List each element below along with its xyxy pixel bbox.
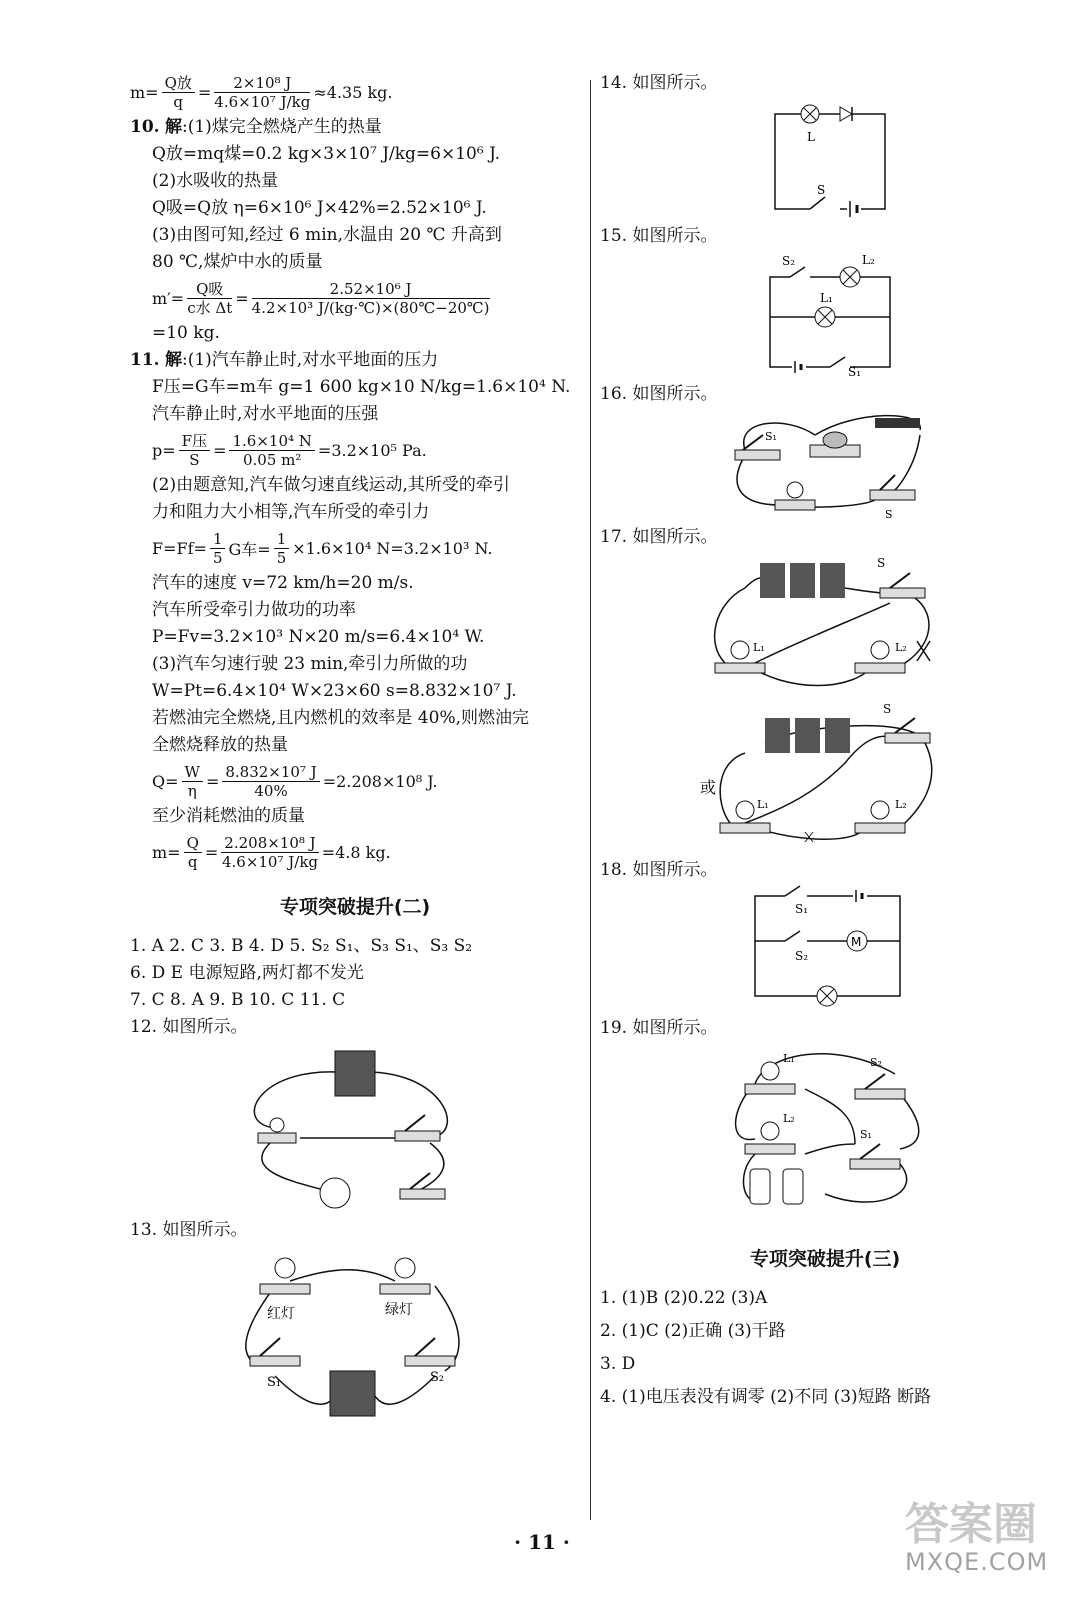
switch-icon	[400, 1189, 445, 1199]
q19-label: 19. 如图所示。	[600, 1018, 718, 1038]
q10-line: 80 ℃,煤炉中水的质量	[152, 252, 323, 272]
q11-line: F压=G车=m车 g=1 600 kg×10 N/kg=1.6×10⁴ N.	[152, 377, 571, 397]
battery-icon	[765, 718, 790, 753]
q11-line: 汽车的速度 v=72 km/h=20 m/s.	[152, 573, 414, 593]
switch-label: S	[817, 183, 826, 197]
switch-icon	[880, 588, 925, 598]
q16-circuit-figure	[725, 410, 925, 520]
battery-icon	[875, 418, 920, 428]
q10-line: (2)水吸收的热量	[152, 171, 279, 191]
switch-icon	[250, 1356, 300, 1366]
watermark-url: MXQE.COM	[905, 1548, 1049, 1576]
l2-label: L₂	[862, 253, 875, 267]
answer-4: 4. (1)电压表没有调零 (2)不同 (3)短路 断路	[600, 1387, 932, 1407]
bulb-icon	[275, 1258, 295, 1278]
q13-circuit-figure	[235, 1246, 475, 1421]
diode-icon	[840, 107, 852, 121]
watermark-logo: 答案圈	[905, 1499, 1037, 1550]
q11-line: 汽车静止时,对水平地面的压强	[152, 404, 379, 424]
s2-label: S₂	[430, 1370, 445, 1385]
l2-label: L₂	[783, 1112, 795, 1125]
l2-label: L₂	[895, 798, 907, 811]
s2-label: S₂	[870, 1056, 882, 1069]
page-number: · 11 ·	[514, 1530, 570, 1554]
bulb-icon	[871, 801, 889, 819]
q11-line: 力和阻力大小相等,汽车所受的牵引力	[152, 502, 430, 522]
red-lamp-label: 红灯	[267, 1306, 295, 1322]
bulb-base-icon	[258, 1133, 296, 1143]
q12-circuit-figure	[240, 1043, 470, 1213]
answer-3: 3. D	[600, 1354, 636, 1374]
switch-icon	[735, 450, 780, 460]
switch-icon	[885, 733, 930, 743]
q15-label: 15. 如图所示。	[600, 226, 718, 246]
q13-label: 13. 如图所示。	[130, 1220, 248, 1240]
q11-equation-force: F=Ff= $\frac{1}{5}$ G车= $\frac{1}{5}$ ×1.6×10⁴ N=3.2×10³ N.	[152, 529, 493, 567]
q11-line: 若燃油完全燃烧,且内燃机的效率是 40%,则燃油完	[152, 708, 529, 728]
s1-label: S₁	[848, 365, 862, 379]
s-label: S	[877, 556, 886, 570]
q10-line: Q放=mq煤=0.2 kg×3×10⁷ J/kg=6×10⁶ J.	[152, 144, 500, 164]
bulb-icon	[270, 1118, 284, 1132]
switch-icon	[855, 1089, 905, 1099]
q16-label: 16. 如图所示。	[600, 384, 718, 404]
section-heading-3: 专项突破提升(三)	[749, 1248, 901, 1270]
l1-label: L₁	[757, 798, 769, 811]
or-label: 或	[700, 778, 717, 797]
q14-label: 14. 如图所示。	[600, 73, 718, 93]
answers-7-11: 7. C 8. A 9. B 10. C 11. C	[130, 990, 346, 1010]
bulb-icon	[761, 1062, 779, 1080]
q11-line: P=Fv=3.2×10³ N×20 m/s=6.4×10⁴ W.	[152, 627, 485, 647]
q10-line: Q吸=Q放 η=6×10⁶ J×42%=2.52×10⁶ J.	[152, 198, 487, 218]
q18-circuit-diagram	[745, 886, 905, 1011]
q11-equation-pressure: p= $\frac{\text{F压}}{S}$ = $\frac{\text{1.6×10⁴ N}}{\text{0.05 m²}}$ =3.2×10⁵ Pa.	[152, 431, 427, 469]
answer-6: 6. D E 电源短路,两灯都不发光	[130, 963, 364, 983]
lamp-label: L	[807, 130, 815, 144]
q10-line: (3)由图可知,经过 6 min,水温由 20 ℃ 升高到	[152, 225, 502, 245]
bulb-icon	[731, 641, 749, 659]
s-label: S	[883, 702, 892, 716]
green-lamp-label: 绿灯	[385, 1302, 413, 1318]
q19-circuit-figure	[725, 1044, 925, 1214]
bulb-icon	[787, 482, 803, 498]
bell-icon	[320, 1178, 350, 1208]
s1-label: S₁	[860, 1128, 872, 1141]
switch-icon	[405, 1356, 455, 1366]
left-column	[130, 70, 580, 1425]
right-column	[600, 70, 1050, 1411]
answers-1-5: 1. A 2. C 3. B 4. D 5. S₂ S₁、S₃ S₁、S₃ S₂	[130, 936, 473, 956]
switch-icon	[850, 1159, 900, 1169]
motor-label: M	[851, 935, 862, 949]
s2-label: S₂	[795, 949, 809, 963]
q10-equation: m′= $\frac{\text{Q吸}}{\text{c水 Δt}}$ = $\frac{\text{2.52×10⁶ J}}{\text{4.2×10³ J/(kg·℃)×(80℃−20℃)}}$	[152, 279, 490, 317]
q10-intro: 10. 解:(1)煤完全燃烧产生的热量	[130, 117, 382, 137]
q12-label: 12. 如图所示。	[130, 1017, 248, 1037]
q11-line: 汽车所受牵引力做功的功率	[152, 600, 356, 620]
battery-icon	[750, 1169, 770, 1204]
q17-circuit-figures	[700, 553, 945, 853]
section-heading-2: 专项突破提升(二)	[279, 896, 431, 918]
equation-m1: m= $\frac{\text{Q放}}{q}$ = $\frac{\text{2×10⁸ J}}{\text{4.6×10⁷ J/kg}}$ ≈4.35 kg.	[130, 73, 393, 111]
bulb-icon	[871, 641, 889, 659]
bulb-icon	[395, 1258, 415, 1278]
l1-label: L₁	[783, 1052, 795, 1065]
answer-1: 1. (1)B (2)0.22 (3)A	[600, 1288, 768, 1308]
q10-line: =10 kg.	[152, 323, 220, 343]
q11-line: (3)汽车匀速行驶 23 min,牵引力所做的功	[152, 654, 468, 674]
s1-label: S₁	[267, 1375, 282, 1390]
s1-label: S₁	[795, 902, 809, 916]
l1-label: L₁	[753, 641, 765, 654]
q11-equation-mass: m= $\frac{Q}{q}$ = $\frac{\text{2.208×10⁸ J}}{\text{4.6×10⁷ J/kg}}$ =4.8 kg.	[152, 833, 391, 871]
bulb-icon	[736, 801, 754, 819]
battery-icon	[330, 1371, 375, 1416]
q11-line: 全燃烧释放的热量	[152, 735, 288, 755]
l1-label: L₁	[820, 291, 833, 305]
answer-2: 2. (1)C (2)正确 (3)干路	[600, 1321, 786, 1341]
battery-icon	[760, 563, 785, 598]
q14-circuit-diagram	[755, 99, 895, 219]
battery-icon	[335, 1051, 375, 1096]
bulb-icon	[761, 1122, 779, 1140]
s1-label: S₁	[765, 430, 777, 443]
q11-line: W=Pt=6.4×10⁴ W×23×60 s=8.832×10⁷ J.	[152, 681, 517, 701]
q18-label: 18. 如图所示。	[600, 860, 718, 880]
switch-icon	[870, 490, 915, 500]
column-divider	[590, 80, 591, 1520]
switch-icon	[395, 1131, 440, 1141]
q11-line: (2)由题意知,汽车做匀速直线运动,其所受的牵引	[152, 475, 510, 495]
s2-label: S₂	[782, 254, 796, 268]
q11-line: 至少消耗燃油的质量	[152, 806, 305, 826]
q11-equation-heat: Q= $\frac{W}{\eta}$ = $\frac{\text{8.832×10⁷ J}}{40\%}$ =2.208×10⁸ J.	[152, 762, 438, 800]
l2-label: L₂	[895, 641, 907, 654]
q15-circuit-diagram	[750, 252, 900, 377]
q11-intro: 11. 解:(1)汽车静止时,对水平地面的压力	[130, 350, 439, 370]
q17-label: 17. 如图所示。	[600, 527, 718, 547]
s-label: S	[885, 508, 893, 521]
